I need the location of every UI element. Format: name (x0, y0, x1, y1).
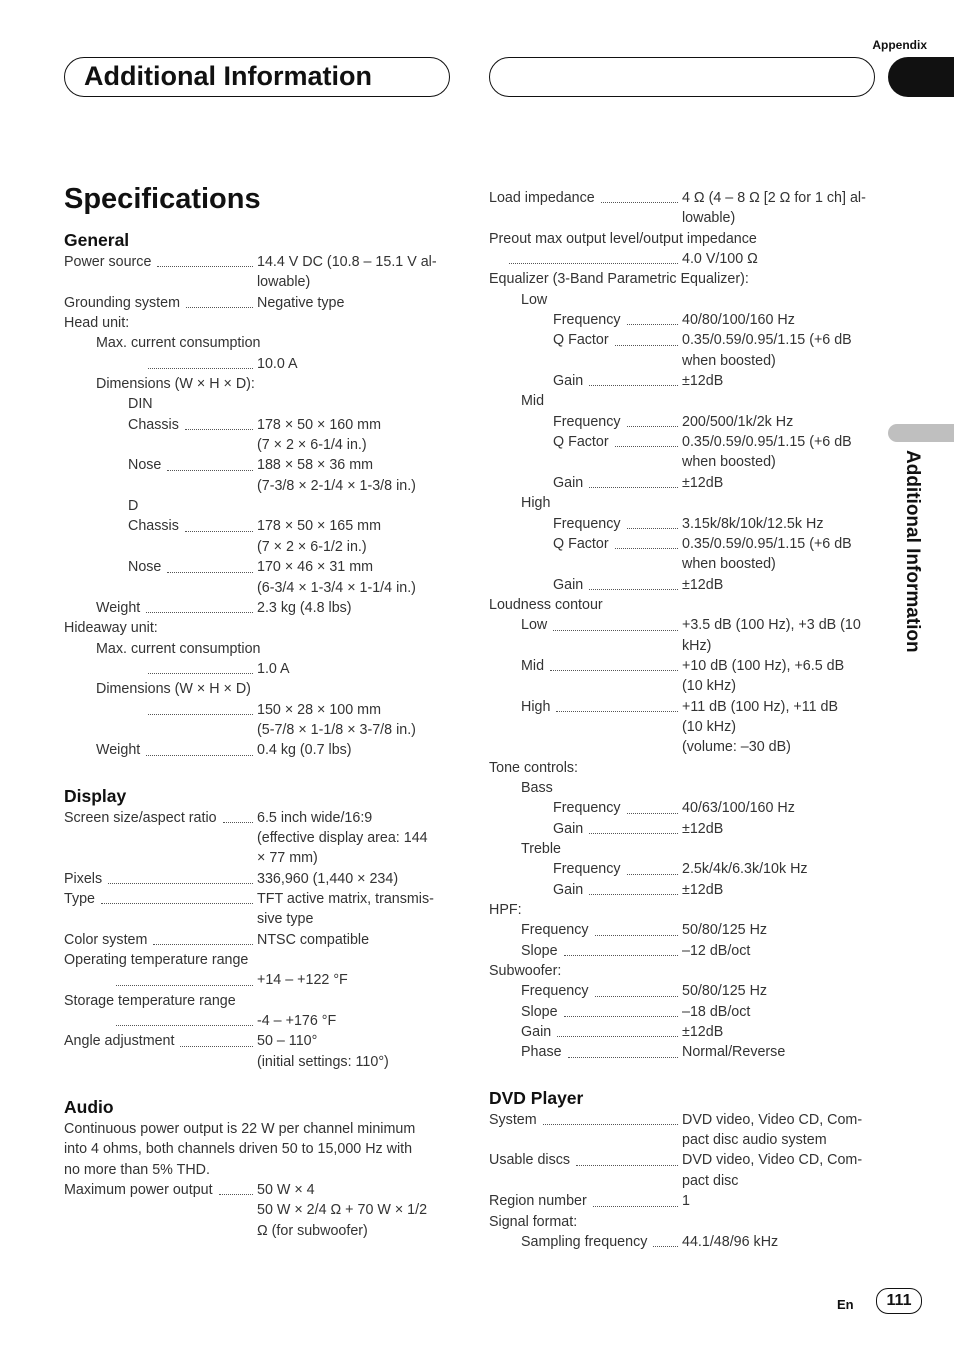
dot-leader (615, 446, 678, 447)
spec-row (64, 659, 454, 679)
spec-row (64, 455, 454, 496)
spec-value: 200/500/1k/2k Hz (682, 413, 794, 430)
spec-row (489, 188, 881, 229)
section-heading-display: Display (64, 785, 127, 806)
dot-leader (615, 548, 678, 549)
spec-value: pact disc (682, 1172, 739, 1189)
spec-value: (7 × 2 × 6-1/4 in.) (257, 437, 367, 454)
dot-leader (219, 1194, 253, 1195)
spec-value: when boosted) (682, 454, 776, 471)
spec-row (489, 432, 881, 473)
spec-label: Q Factor (553, 434, 609, 451)
spec-row (489, 534, 881, 575)
spec-value: 2.5k/4k/6.3k/10k Hz (682, 861, 808, 878)
dot-leader (627, 426, 678, 427)
spec-row (489, 473, 881, 493)
spec-value: 1.0 A (257, 660, 290, 677)
spec-label: Weight (96, 599, 141, 616)
spec-row (64, 313, 454, 333)
spec-label: Dimensions (W × H × D): (96, 376, 255, 393)
spec-value: 40/80/100/160 Hz (682, 312, 795, 329)
spec-row (64, 333, 454, 353)
spec-label: Frequency (553, 413, 621, 430)
general-spec-list (64, 252, 454, 761)
dot-leader (543, 1124, 678, 1125)
spec-row (489, 798, 881, 818)
spec-value: 6.5 inch wide/16:9 (257, 809, 373, 826)
spec-value: pact disc audio system (682, 1132, 827, 1149)
spec-value: (volume: –30 dB) (682, 739, 791, 756)
spec-value: ±12dB (682, 1024, 724, 1041)
spec-row (64, 1180, 454, 1241)
dot-leader (595, 996, 678, 997)
dot-leader (589, 385, 678, 386)
spec-row (489, 371, 881, 391)
dot-leader (116, 985, 253, 986)
section-gap (64, 761, 454, 785)
spec-row (489, 269, 881, 289)
spec-value: 50 – 110° (257, 1033, 318, 1050)
dot-leader (108, 883, 253, 884)
spec-row (489, 412, 881, 432)
dot-leader (653, 1246, 678, 1247)
spec-row (489, 941, 881, 961)
spec-value: kHz) (682, 637, 712, 654)
spec-value: Negative type (257, 294, 345, 311)
dot-leader (101, 903, 253, 904)
dot-leader (627, 874, 678, 875)
spec-row (489, 819, 881, 839)
spec-row (489, 229, 881, 249)
spec-label: Gain (553, 373, 584, 390)
spec-value: +10 dB (100 Hz), +6.5 dB (682, 657, 845, 674)
spec-row (489, 330, 881, 371)
display-spec-list (64, 808, 454, 1072)
left-column (64, 229, 454, 1241)
spec-row (64, 808, 454, 869)
spec-label: Gain (553, 820, 584, 837)
dot-leader (564, 955, 678, 956)
dot-leader (146, 755, 253, 756)
spec-label: Chassis (128, 518, 179, 535)
dot-leader (157, 266, 253, 267)
spec-label: Low (521, 617, 548, 634)
spec-label: Frequency (553, 312, 621, 329)
spec-row (64, 700, 454, 741)
right-column (489, 188, 881, 1252)
audio-paragraph-line: into 4 ohms, both channels driven 50 to 15,000 Hz with (64, 1141, 413, 1158)
spec-row (64, 598, 454, 618)
spec-row (64, 639, 454, 659)
spec-value: +14 – +122 °F (257, 972, 348, 989)
spec-label: Phase (521, 1044, 562, 1061)
spec-row (64, 394, 454, 414)
dot-leader (223, 822, 253, 823)
audio-paragraph-line: no more than 5% THD. (64, 1161, 210, 1178)
spec-row (489, 981, 881, 1001)
dot-leader (180, 1046, 253, 1047)
chapter-tab-marker (888, 424, 954, 442)
spec-value: 1 (682, 1193, 690, 1210)
spec-value: DVD video, Video CD, Com- (682, 1152, 863, 1169)
spec-label: Slope (521, 1003, 558, 1020)
spec-value: 2.3 kg (4.8 lbs) (257, 599, 352, 616)
spec-label: Angle adjustment (64, 1033, 175, 1050)
dot-leader (627, 528, 678, 529)
section-tab-marker (888, 57, 954, 97)
dot-leader (509, 263, 678, 264)
spec-value: 0.35/0.59/0.95/1.15 (+6 dB (682, 332, 852, 349)
dot-leader (595, 935, 678, 936)
spec-value: 188 × 58 × 36 mm (257, 457, 374, 474)
spec-value: 4 Ω (4 – 8 Ω [2 Ω for 1 ch] al- (682, 190, 866, 206)
dot-leader (627, 324, 678, 325)
spec-row (489, 900, 881, 920)
section-heading-dvd-player: DVD Player (489, 1087, 584, 1108)
spec-label: Equalizer (3-Band Parametric Equalizer): (489, 271, 749, 288)
spec-label: Signal format: (489, 1213, 578, 1230)
spec-value: 178 × 50 × 160 mm (257, 416, 381, 433)
spec-row (64, 1011, 454, 1031)
spec-label: Color system (64, 931, 148, 948)
dot-leader (564, 1016, 678, 1017)
audio-paragraph-line: Continuous power output is 22 W per channel minimum (64, 1121, 416, 1138)
dot-leader (576, 1165, 678, 1166)
spec-label: Q Factor (553, 332, 609, 349)
spec-label: Max. current consumption (96, 335, 261, 352)
spec-label: Bass (521, 779, 553, 796)
spec-row (64, 740, 454, 760)
dot-leader (553, 630, 678, 631)
dot-leader (148, 673, 253, 674)
spec-value: lowable) (682, 210, 736, 227)
spec-label: Type (64, 890, 95, 907)
spec-row (489, 1042, 881, 1062)
dot-leader (568, 1057, 678, 1058)
spec-value: Normal/Reverse (682, 1044, 786, 1061)
spec-value: 50 W × 2/4 Ω + 70 W × 1/2 (257, 1202, 428, 1219)
spec-value: ±12dB (682, 373, 724, 390)
spec-row (489, 859, 881, 879)
dot-leader (148, 368, 253, 369)
spec-row (489, 514, 881, 534)
audio-paragraph (64, 1119, 454, 1180)
spec-label: Operating temperature range (64, 952, 249, 968)
spec-value: ±12dB (682, 881, 724, 898)
spec-row (64, 516, 454, 557)
side-chapter-label (893, 450, 929, 708)
spec-value: when boosted) (682, 556, 776, 573)
spec-label: Max. current consumption (96, 640, 261, 657)
dot-leader (601, 202, 678, 203)
spec-value: 336,960 (1,440 × 234) (257, 870, 399, 887)
spec-value: (10 kHz) (682, 678, 737, 695)
dot-leader (593, 1206, 678, 1207)
spec-value: 50/80/125 Hz (682, 922, 768, 939)
page-title: Specifications (64, 183, 261, 215)
dot-leader (589, 589, 678, 590)
spec-value: ±12dB (682, 820, 724, 837)
spec-value: DVD video, Video CD, Com- (682, 1111, 863, 1128)
spec-value: ±12dB (682, 576, 724, 593)
spec-label: Tone controls: (489, 759, 579, 776)
spec-value: (effective display area: 144 (257, 829, 428, 846)
spec-row (64, 679, 454, 699)
spec-label: Gain (553, 881, 584, 898)
dot-leader (148, 714, 253, 715)
spec-row (489, 595, 881, 615)
spec-row (64, 557, 454, 598)
spec-value: 14.4 V DC (10.8 – 15.1 V al- (257, 254, 437, 270)
dot-leader (589, 894, 678, 895)
spec-label: Screen size/aspect ratio (64, 809, 217, 826)
spec-value: 50/80/125 Hz (682, 983, 768, 1000)
spec-label: Q Factor (553, 535, 609, 552)
section-heading-general: General (64, 230, 130, 250)
spec-label: Frequency (553, 515, 621, 532)
spec-value: (initial settings: 110°) (257, 1053, 389, 1070)
spec-label: Mid (521, 657, 545, 674)
spec-value: 40/63/100/160 Hz (682, 800, 795, 817)
spec-row (489, 310, 881, 330)
spec-row (489, 249, 881, 269)
spec-value: sive type (257, 911, 314, 928)
spec-label: Head unit: (64, 315, 130, 332)
dot-leader (627, 813, 678, 814)
spec-value: 0.35/0.59/0.95/1.15 (+6 dB (682, 535, 852, 552)
spec-row (489, 656, 881, 697)
spec-row (489, 290, 881, 310)
dot-leader (557, 1036, 678, 1037)
spec-value: (7-3/8 × 2-1/4 × 1-3/8 in.) (257, 477, 416, 494)
spec-label: Gain (553, 576, 584, 593)
spec-value: 0.4 kg (0.7 lbs) (257, 742, 352, 759)
spec-label: Frequency (521, 983, 589, 1000)
dot-leader (556, 711, 678, 712)
spec-row (489, 1110, 881, 1151)
spec-row (489, 758, 881, 778)
spec-label: Load impedance (489, 190, 595, 206)
spec-value: × 77 mm) (257, 850, 318, 867)
spec-label: Frequency (553, 861, 621, 878)
section-heading-audio: Audio (64, 1097, 114, 1118)
dot-leader (146, 612, 253, 613)
page-number: 111 (876, 1288, 922, 1314)
spec-value: 4.0 V/100 Ω (682, 251, 758, 268)
spec-value: lowable) (257, 274, 311, 291)
spec-label: DIN (128, 396, 153, 413)
dot-leader (589, 833, 678, 834)
dot-leader (116, 1025, 253, 1026)
spec-label: Storage temperature range (64, 992, 236, 1009)
spec-row (489, 391, 881, 411)
spec-row (489, 575, 881, 595)
spec-value: NTSC compatible (257, 931, 370, 948)
spec-value: 10.0 A (257, 355, 298, 372)
spec-label: Sampling frequency (521, 1233, 648, 1250)
spec-row (64, 930, 454, 950)
spec-label: Subwoofer: (489, 963, 562, 980)
spec-row (489, 1150, 881, 1191)
spec-label: Frequency (553, 800, 621, 817)
spec-value: -4 – +176 °F (257, 1013, 337, 1030)
spec-row (489, 493, 881, 513)
language-code: En (837, 1297, 854, 1312)
spec-value: 50 W × 4 (257, 1182, 315, 1199)
spec-row (64, 950, 454, 970)
spec-label: Grounding system (64, 294, 181, 311)
spec-row (64, 374, 454, 394)
dot-leader (185, 531, 253, 532)
spec-row (489, 778, 881, 798)
spec-row (489, 1191, 881, 1211)
spec-value: (7 × 2 × 6-1/2 in.) (257, 538, 367, 555)
spec-row (64, 991, 454, 1011)
spec-label: Mid (521, 393, 545, 410)
spec-value: 178 × 50 × 165 mm (257, 518, 381, 535)
spec-label: Gain (553, 474, 584, 491)
dot-leader (589, 487, 678, 488)
spec-value: 3.15k/8k/10k/12.5k Hz (682, 515, 824, 532)
spec-label: Treble (521, 841, 561, 857)
section-gap (64, 1072, 454, 1096)
spec-label: Nose (128, 559, 162, 576)
spec-label: Pixels (64, 870, 103, 887)
spec-row (489, 1022, 881, 1042)
spec-label: Preout max output level/output impedance (489, 230, 757, 247)
section-gap (489, 1063, 881, 1087)
spec-label: High (521, 698, 551, 715)
spec-row (64, 415, 454, 456)
spec-row (489, 839, 881, 859)
spec-row (64, 618, 454, 638)
audio-spec-list (64, 1180, 454, 1241)
spec-value: TFT active matrix, transmis- (257, 890, 434, 907)
dot-leader (615, 345, 678, 346)
spec-label: HPF: (489, 902, 522, 919)
spec-row (64, 869, 454, 889)
spec-row (64, 496, 454, 516)
spec-value: –18 dB/oct (682, 1003, 751, 1020)
spec-value: Ω (for subwoofer) (257, 1222, 368, 1239)
spec-value: +11 dB (100 Hz), +11 dB (682, 698, 839, 715)
spec-value: (5-7/8 × 1-1/8 × 3-7/8 in.) (257, 721, 416, 738)
dot-leader (153, 944, 253, 945)
spec-label: Region number (489, 1193, 587, 1210)
spec-row (64, 970, 454, 990)
audio-continued-spec-list (489, 188, 881, 1063)
spec-value: 170 × 46 × 31 mm (257, 559, 374, 576)
side-chapter-label-text: Additional Information (902, 450, 923, 653)
spec-row (489, 1002, 881, 1022)
spec-label: D (128, 498, 139, 515)
spec-label: Power source (64, 254, 152, 270)
spec-row (64, 1031, 454, 1072)
spec-value: (10 kHz) (682, 718, 737, 735)
dot-leader (550, 670, 678, 671)
spec-value: (6-3/4 × 1-3/4 × 1-1/4 in.) (257, 579, 416, 596)
dot-leader (185, 429, 253, 430)
spec-value: 0.35/0.59/0.95/1.15 (+6 dB (682, 434, 852, 451)
spec-row (64, 889, 454, 930)
appendix-label: Appendix (872, 38, 927, 52)
dot-leader (186, 307, 253, 308)
spec-value: –12 dB/oct (682, 942, 751, 959)
spec-label: System (489, 1111, 537, 1128)
spec-label: Loudness contour (489, 596, 603, 613)
spec-row (64, 252, 454, 293)
spec-label: Usable discs (489, 1152, 571, 1169)
spec-label: Slope (521, 942, 558, 959)
dot-leader (167, 470, 253, 471)
spec-value: +3.5 dB (100 Hz), +3 dB (10 (682, 617, 861, 634)
spec-value: 44.1/48/96 kHz (682, 1233, 779, 1250)
spec-label: Maximum power output (64, 1182, 213, 1199)
header-title: Additional Information (84, 61, 372, 91)
spec-row (489, 880, 881, 900)
spec-row (64, 293, 454, 313)
header-right-frame (489, 57, 875, 97)
spec-label: Low (521, 291, 548, 308)
spec-label: Chassis (128, 416, 179, 433)
dvd-spec-list (489, 1110, 881, 1252)
spec-row (489, 961, 881, 981)
spec-row (64, 354, 454, 374)
spec-label: High (521, 495, 551, 512)
spec-label: Nose (128, 457, 162, 474)
spec-row (489, 1232, 881, 1252)
spec-row (489, 920, 881, 940)
spec-row (489, 697, 881, 758)
spec-row (489, 615, 881, 656)
spec-row (489, 1212, 881, 1232)
spec-label: Dimensions (W × H × D) (96, 681, 251, 698)
spec-value: 150 × 28 × 100 mm (257, 701, 381, 718)
spec-value: ±12dB (682, 474, 724, 491)
spec-label: Frequency (521, 922, 589, 939)
spec-value: when boosted) (682, 352, 776, 369)
spec-label: Hideaway unit: (64, 620, 158, 637)
spec-label: Gain (521, 1024, 552, 1041)
spec-label: Weight (96, 742, 141, 759)
dot-leader (167, 572, 253, 573)
